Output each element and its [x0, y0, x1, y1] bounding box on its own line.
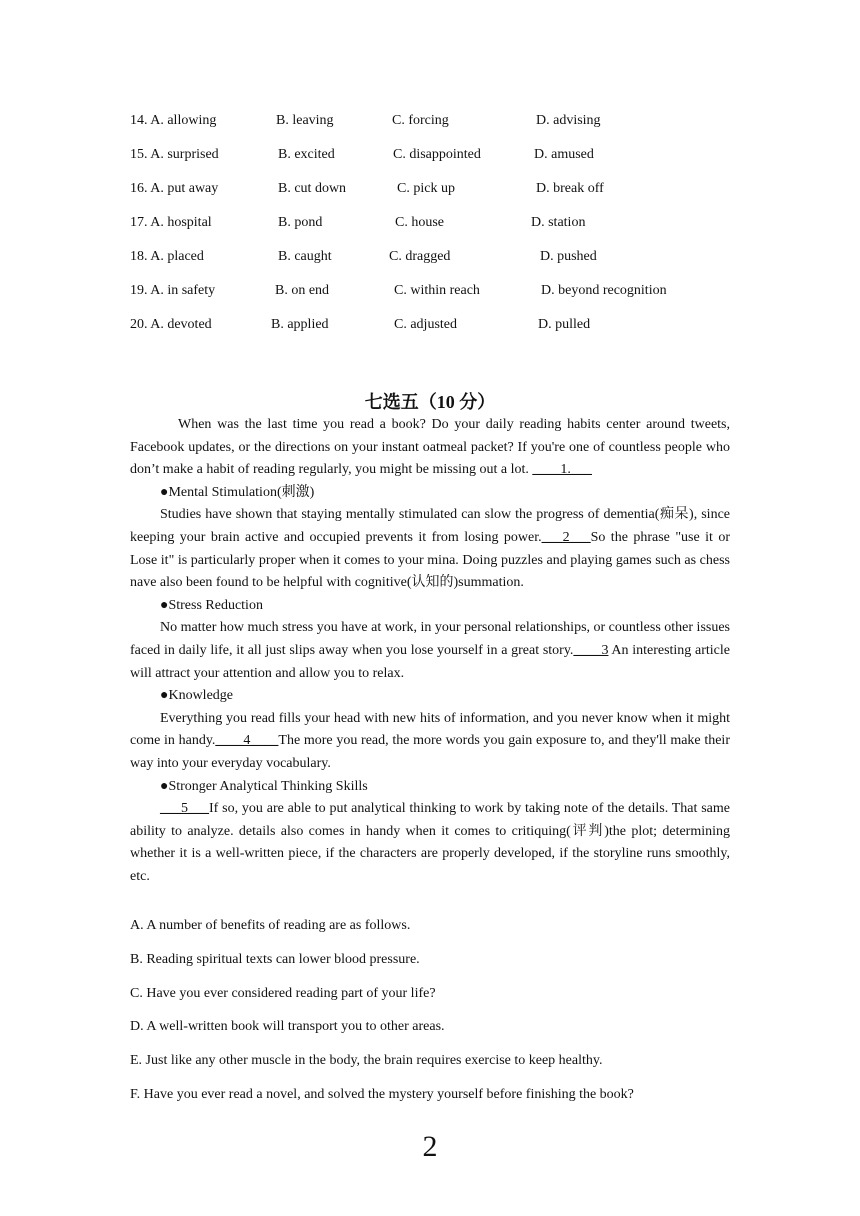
paragraph-stress-reduction: [130, 617, 730, 685]
option-b: B. leaving: [276, 113, 334, 128]
reading-passage: [130, 414, 730, 888]
option-b: B. on end: [275, 283, 330, 298]
blank-3: ____3: [573, 642, 609, 658]
option-a: 18. A. placed: [130, 249, 204, 264]
subheading-stress-reduction: ●Stress Reduction: [160, 597, 263, 613]
option-d: D. beyond recognition: [541, 283, 667, 298]
option-a: 14. A. allowing: [130, 113, 217, 128]
option-c: C. within reach: [394, 283, 480, 298]
option-d: D. amused: [534, 147, 594, 162]
option-c: C. dragged: [389, 249, 451, 264]
paragraph-text: Studies have shown that staying mentally stimulated can slow the progress of dementia(痴呆), since keeping your brain active and occupied prevents it from losing power.: [130, 507, 730, 545]
option-d: D. advising: [536, 113, 601, 128]
subheading-knowledge: ●Knowledge: [160, 688, 233, 704]
answer-option-e: E. Just like any other muscle in the body, the brain requires exercise to keep healthy.: [130, 1053, 603, 1069]
option-a: 17. A. hospital: [130, 215, 212, 230]
paragraph-text: So the phrase "use it or Lose it" is particularly proper when it comes to your mina. Doing puzzles and playing games such as chess nave also been found to be helpful with cognitive(认知的)summation.: [130, 529, 730, 591]
answer-option-f: F. Have you ever read a novel, and solved the mystery yourself before finishing the book?: [130, 1086, 634, 1102]
section-title: 七选五（10 分）: [364, 392, 496, 412]
paragraph-text: Everything you read fills your head with new hits of information, and you never know when it might come in handy.: [130, 710, 730, 749]
option-a: 19. A. in safety: [130, 283, 216, 298]
option-c: C. pick up: [397, 181, 455, 196]
option-d: D. break off: [536, 181, 604, 196]
option-row-19: [130, 283, 750, 303]
option-b: B. caught: [278, 249, 332, 264]
answer-option-c: C. Have you ever considered reading part of your life?: [130, 985, 436, 1001]
option-row-20: [130, 317, 750, 337]
page-number: 2: [422, 1130, 438, 1163]
option-row-18: [130, 249, 750, 269]
option-c: C. adjusted: [394, 317, 457, 332]
blank-2: ___2___: [541, 529, 591, 545]
option-c: C. forcing: [392, 113, 449, 128]
blank-4: ____4____: [215, 733, 279, 749]
answer-options-list: [130, 916, 750, 1119]
option-c: C. disappointed: [393, 147, 481, 162]
answer-option-b: B. Reading spiritual texts can lower blood pressure.: [130, 951, 420, 967]
option-row-14: [130, 113, 750, 133]
option-a: 15. A. surprised: [130, 147, 219, 162]
option-d: D. station: [531, 215, 586, 230]
option-row-15: [130, 147, 750, 167]
option-a: 20. A. devoted: [130, 317, 212, 332]
intro-text: When was the last time you read a book? Do your daily reading habits center around tweets, Facebook updates, or the directions on your instant oatmeal packet? If you're one of countless people who don’t make a habit of reading regularly, you might be missing out a lot.: [130, 417, 730, 478]
option-a: 16. A. put away: [130, 181, 219, 196]
paragraph-knowledge: [130, 708, 730, 776]
option-b: B. cut down: [278, 181, 347, 196]
blank-1: ____1.___: [532, 462, 592, 478]
intro-paragraph: [130, 414, 730, 482]
option-d: D. pushed: [540, 249, 597, 264]
paragraph-analytical-thinking: [130, 798, 730, 888]
option-c: C. house: [395, 215, 444, 230]
paragraph-text: The more you read, the more words you gain exposure to, and they'll make their way into your everyday vocabulary.: [130, 733, 730, 771]
option-d: D. pulled: [538, 317, 591, 332]
answer-option-a: A. A number of benefits of reading are as follows.: [130, 918, 411, 933]
subheading-analytical-thinking: ●Stronger Analytical Thinking Skills: [160, 778, 368, 794]
answer-option-d: D. A well-written book will transport you to other areas.: [130, 1019, 445, 1035]
option-b: B. pond: [278, 215, 323, 230]
paragraph-mental-stimulation: [130, 504, 730, 594]
paragraph-text: If so, you are able to put analytical thinking to work by taking note of the details. That same ability to analyze. details also comes in handy when it comes to critiquing(评判)the plot; determining whether it is a well-written piece, if the characters are properly developed, if the storyline runs smoothly, etc.: [130, 801, 730, 884]
option-b: B. applied: [271, 317, 329, 332]
option-row-17: [130, 215, 750, 235]
paragraph-text: No matter how much stress you have at work, in your personal relationships, or countless other issues faced in daily life, it all just slips away when you lose yourself in a great story.: [130, 620, 731, 658]
subheading-mental-stimulation: ●Mental Stimulation(刺激): [160, 484, 315, 500]
blank-5: ___5___: [160, 801, 209, 817]
option-b: B. excited: [278, 147, 335, 162]
option-row-16: [130, 181, 750, 201]
paragraph-text: An interesting article will attract your attention and allow you to relax.: [130, 642, 730, 681]
